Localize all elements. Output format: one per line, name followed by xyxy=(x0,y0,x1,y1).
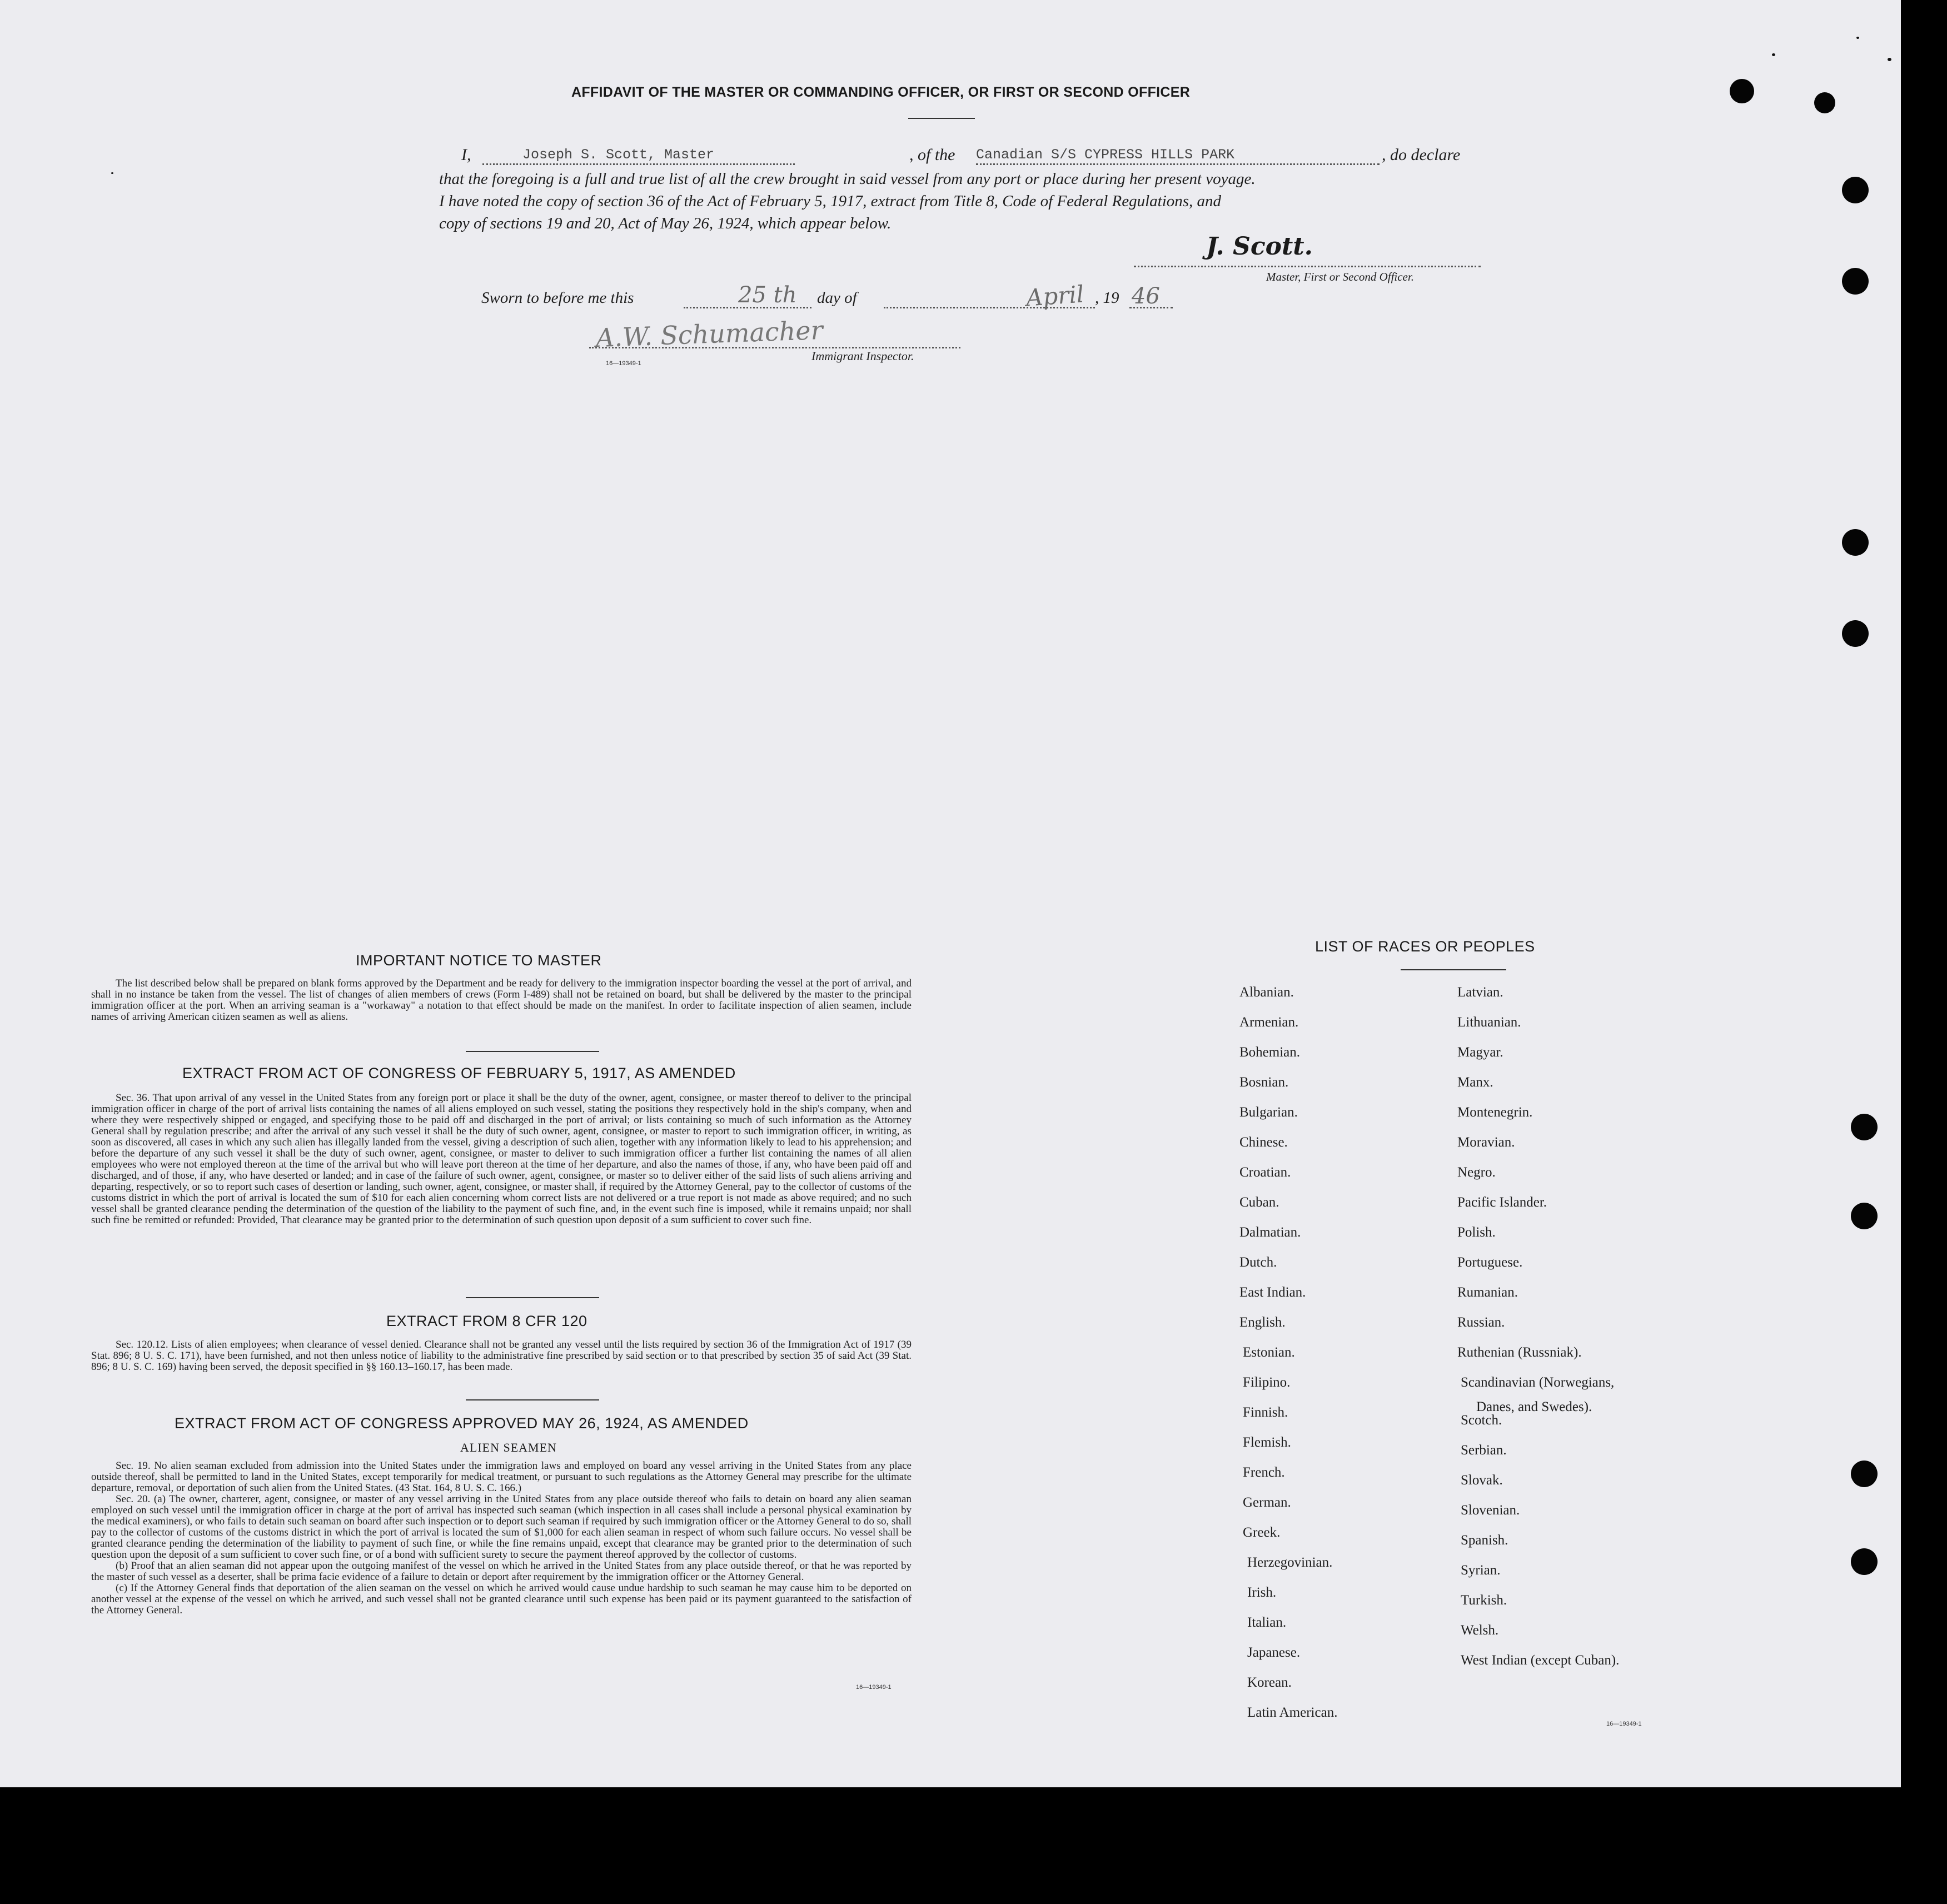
sec-36-paragraph: Sec. 36. That upon arrival of any vessel in the United States from any foreign port or place it shall be the duty of the owner, agent, consignee, or master thereof to deliver to the principal immigration officer in charge of the port of arrival lists containing the names of all aliens employed on such vessel, stating the positions they respectively hold in the ship's company, when and where they were respectively shipped or engaged, and specifying those to be paid off and discharged in the port of arrival; or lists containing so much of such information as the Attorney General shall by regulation prescribe; and after the arrival of any such vessel it shall be the duty of such owner, agent, consignee, or master to report to such immigration officer, in writing, as soon as discovered, all cases in which any such alien has illegally landed from the vessel, giving a description of such alien, together with any information likely to lead to his apprehension; and before the departure of any such vessel it shall be the duty of such owner, agent, consignee, or master to deliver to such immigration officer a further list containing the names of all alien employees who were not employed thereon at the time of the arrival but who will leave port thereon at the time of her departure, and also the names of those, if any, who have been paid off and discharged, and of those, if any, who have deserted or landed; and in case of the failure of such owner, agent, consignee, or master so to deliver either of the said lists of such aliens arriving and departing, respectively, or so to report such cases of desertion or landing, such owner, agent, consignee, or master shall, if required by the Attorney General, pay to the collector of customs of the customs district in which the port of arrival is located the sum of $10 for each alien concerning whom correct lists are not delivered or a true report is not made as above required; and no such vessel shall be granted clearance pending the determination of the question of the liability to the payment of such fine, and, in the event such fine is imposed, while it remains unpaid; nor shall such fine be remitted or refunded: Provided, That clearance may be granted prior to the determination of such question upon deposit of a sum sufficient to cover such fine. xyxy=(91,1092,912,1226)
race-item: Italian. xyxy=(1247,1615,1287,1630)
punch-hole xyxy=(1851,1461,1878,1487)
race-item: Slovak. xyxy=(1461,1473,1503,1488)
affidavit-body-line4: copy of sections 19 and 20, Act of May 26, 1924, which appear below. xyxy=(439,215,892,232)
race-item: Montenegrin. xyxy=(1457,1105,1533,1120)
extract-1917-text xyxy=(91,1093,912,1226)
year-prefix: , 19 xyxy=(1095,289,1119,307)
punch-hole xyxy=(1842,620,1869,647)
alien-seamen-subtitle: ALIEN SEAMEN xyxy=(460,1441,557,1454)
section-divider xyxy=(466,1399,599,1400)
races-form-code: 16—19349-1 xyxy=(1606,1721,1642,1727)
race-item: Estonian. xyxy=(1243,1345,1295,1360)
race-item: Rumanian. xyxy=(1457,1285,1518,1300)
race-item: Manx. xyxy=(1457,1075,1493,1090)
sworn-year-field: 46 xyxy=(1132,283,1160,309)
affidavit-form-code: 16—19349-1 xyxy=(606,360,641,367)
race-item: Japanese. xyxy=(1247,1645,1301,1660)
race-item: Scandinavian (Norwegians, xyxy=(1461,1375,1615,1390)
extract-cfr-text xyxy=(91,1339,912,1373)
punch-hole xyxy=(1730,79,1754,103)
race-item: Negro. xyxy=(1457,1165,1496,1180)
punch-hole xyxy=(1842,268,1869,295)
race-item: Polish. xyxy=(1457,1225,1496,1240)
sec-20a-paragraph: Sec. 20. (a) The owner, charterer, agent, consignee, or master of any vessel arriving in the United States from any place outside thereof who fails to detain on board any alien seaman employed on such vessel until the immigration officer in charge at the port of arrival has inspected such seaman (which inspection in all cases shall include a personal physical examination by the medical examiners), or who fails to detain such seaman on board after such inspection or to deport such seaman if required by such immigration officer or the Attorney General to do so, shall pay to the collector of customs of the customs district in which the port of arrival is located the sum of $1,000 for each alien seaman in respect of whom such failure occurs. No vessel shall be granted clearance pending the determination of the liability to payment of such fine, or while the fine remains unpaid, except that clearance may be granted prior to the determination of such question upon the deposit of a sum sufficient to cover such fine, or of a bond with sufficient surety to secure the payment thereof approved by the collector of customs. xyxy=(91,1493,912,1561)
section-divider xyxy=(466,1297,599,1298)
race-item: Latin American. xyxy=(1247,1705,1338,1720)
i-prefix: I, xyxy=(461,146,471,164)
races-left-column xyxy=(1239,985,1440,1735)
extract-form-code: 16—19349-1 xyxy=(856,1684,892,1691)
punch-hole xyxy=(1851,1114,1878,1140)
inspector-signature-line xyxy=(589,347,960,348)
ink-speck xyxy=(111,172,113,174)
race-item: Lithuanian. xyxy=(1457,1015,1521,1030)
affidavit-title: AFFIDAVIT OF THE MASTER OR COMMANDING OFFICER, OR FIRST OR SECOND OFFICER xyxy=(571,84,1191,100)
extract-1917-title: EXTRACT FROM ACT OF CONGRESS OF FEBRUARY 5, 1917, AS AMENDED xyxy=(182,1065,736,1081)
race-item: Cuban. xyxy=(1239,1195,1279,1210)
race-item: Ruthenian (Russniak). xyxy=(1457,1345,1582,1360)
vessel-field: Canadian S/S CYPRESS HILLS PARK xyxy=(976,147,1235,163)
punch-hole xyxy=(1842,177,1869,203)
race-item: Dalmatian. xyxy=(1239,1225,1301,1240)
race-item: Finnish. xyxy=(1243,1405,1288,1420)
sworn-month-line xyxy=(884,307,1095,308)
race-item: East Indian. xyxy=(1239,1285,1306,1300)
sworn-year-line xyxy=(1129,307,1173,308)
race-item: Bosnian. xyxy=(1239,1075,1289,1090)
race-item: Bohemian. xyxy=(1239,1045,1301,1060)
race-item: Moravian. xyxy=(1457,1135,1515,1150)
race-item: Slovenian. xyxy=(1461,1503,1520,1518)
race-item: Greek. xyxy=(1243,1525,1281,1540)
officer-name-field: Joseph S. Scott, Master xyxy=(522,147,715,163)
scandinavian-continuation: Danes, and Swedes). xyxy=(1476,1399,1592,1414)
vessel-line xyxy=(976,163,1380,165)
sec-20b-paragraph: (b) Proof that an alien seaman did not appear upon the outgoing manifest of the vessel on which he arrived in the United States from any place outside thereof, or that he was reported by the master of such vessel as a deserter, shall be prima facie evidence of a failure to detain or deport after requirement by the immigration officer or the Attorney General. xyxy=(91,1560,912,1583)
notice-paragraph: The list described below shall be prepared on blank forms approved by the Department and be ready for delivery to the immigration inspector boarding the vessel at the port of arrival, and shall in no instance be taken from the vessel. The list of changes of alien members of crews (Form I-489) shall not be retained on board, but shall be delivered by the master to the principal immigration officer at the port. When an arriving seaman is a "workaway" a notation to that effect should be made on the manifest. In order to facilitate inspection of alien seamen, include names of arriving American citizen seamen as well as aliens. xyxy=(91,978,912,1023)
extract-1924-text xyxy=(91,1461,912,1616)
race-item: Syrian. xyxy=(1461,1563,1501,1578)
ink-speck xyxy=(1772,53,1775,56)
affidavit-line1 xyxy=(439,146,1484,166)
race-item: Filipino. xyxy=(1243,1375,1291,1390)
punch-hole xyxy=(1851,1548,1878,1575)
race-item: Turkish. xyxy=(1461,1593,1507,1608)
races-right-column xyxy=(1457,985,1691,1735)
extract-cfr-title: EXTRACT FROM 8 CFR 120 xyxy=(386,1313,587,1329)
races-title-underline xyxy=(1401,969,1506,970)
race-item: Bulgarian. xyxy=(1239,1105,1298,1120)
races-title: LIST OF RACES OR PEOPLES xyxy=(1315,938,1535,955)
notice-title: IMPORTANT NOTICE TO MASTER xyxy=(356,952,602,969)
master-signature-caption: Master, First or Second Officer. xyxy=(1266,270,1414,283)
extract-1924-title: EXTRACT FROM ACT OF CONGRESS APPROVED MAY 26, 1924, AS AMENDED xyxy=(175,1415,749,1432)
race-item: Herzegovinian. xyxy=(1247,1555,1333,1570)
sworn-day-line xyxy=(684,307,811,308)
race-item: Welsh. xyxy=(1461,1623,1499,1638)
sworn-prefix: Sworn to before me this xyxy=(481,289,634,307)
race-item: Portuguese. xyxy=(1457,1255,1523,1270)
ink-speck xyxy=(1856,37,1859,39)
race-item: Scotch. xyxy=(1461,1413,1502,1428)
race-item: Armenian. xyxy=(1239,1015,1299,1030)
officer-name-line xyxy=(482,163,795,165)
race-item: Korean. xyxy=(1247,1675,1292,1690)
master-signature-line xyxy=(1134,266,1481,267)
race-item: German. xyxy=(1243,1495,1291,1510)
race-item: Albanian. xyxy=(1239,985,1294,1000)
inspector-signature: A.W. Schumacher xyxy=(595,315,824,353)
race-item: Chinese. xyxy=(1239,1135,1288,1150)
sec-19-paragraph: Sec. 19. No alien seaman excluded from admission into the United States under the immigration laws and employed on board any vessel arriving in the United States from any place outside thereof, shall be permitted to land in the United States, except temporarily for medical treatment, or pursuant to such regulations as the Attorney General may prescribe for the ultimate departure, removal, or deportation of such alien from the United States. (43 Stat. 164, 8 U. S. C. 166.) xyxy=(91,1460,912,1494)
title-underline xyxy=(908,118,975,119)
sworn-line xyxy=(481,280,1259,322)
affidavit-body-line3: I have noted the copy of section 36 of the Act of February 5, 1917, extract from Title 8, Code of Federal Regulations, and xyxy=(439,192,1222,210)
sworn-month-field: April xyxy=(1025,280,1085,312)
race-item: Magyar. xyxy=(1457,1045,1503,1060)
race-item: Spanish. xyxy=(1461,1533,1508,1548)
punch-hole xyxy=(1851,1203,1878,1229)
sworn-day-field: 25 th xyxy=(738,282,797,308)
inspector-caption: Immigrant Inspector. xyxy=(811,349,914,363)
affidavit-body-line2: that the foregoing is a full and true list of all the crew brought in said vessel from any port or place during her present voyage. xyxy=(439,170,1256,188)
race-item: Flemish. xyxy=(1243,1435,1291,1450)
master-signature: J. Scott. xyxy=(1206,232,1313,261)
race-item: English. xyxy=(1239,1315,1286,1330)
race-item: Irish. xyxy=(1247,1585,1277,1600)
race-item: West Indian (except Cuban). xyxy=(1461,1653,1620,1668)
punch-hole xyxy=(1842,529,1869,556)
punch-hole xyxy=(1814,92,1835,113)
ink-speck xyxy=(1888,58,1891,61)
race-item: Pacific Islander. xyxy=(1457,1195,1547,1210)
race-item: Dutch. xyxy=(1239,1255,1277,1270)
notice-text xyxy=(91,978,912,1023)
of-the-label: , of the xyxy=(909,146,955,164)
sec-120-12-paragraph: Sec. 120.12. Lists of alien employees; when clearance of vessel denied. Clearance shall not be granted any vessel until the lists required by section 36 of the Immigration Act of 1917 (39 Stat. 896; 8 U. S. C. 171), have been furnished, and not then unless notice of liability to the administrative fine prescribed by said section or to that prescribed by section 35 of said Act (39 Stat. 896; 8 U. S. C. 169) having been served, the deposit specified in §§ 160.13–160.17, has been made. xyxy=(91,1339,912,1373)
day-of-label: day of xyxy=(817,289,857,307)
section-divider xyxy=(466,1051,599,1052)
race-item: French. xyxy=(1243,1465,1285,1480)
do-declare-label: , do declare xyxy=(1382,146,1461,164)
sec-20c-paragraph: (c) If the Attorney General finds that deportation of the alien seaman on the vessel on which he arrived would cause undue hardship to such seaman he may cause him to be deported on another vessel at the expense of the vessel on which he arrived, and such vessel shall not be granted clearance until such expense has been paid or its payment guaranteed to the satisfaction of the Attorney General. xyxy=(91,1582,912,1616)
race-item: Latvian. xyxy=(1457,985,1503,1000)
race-item: Croatian. xyxy=(1239,1165,1291,1180)
race-item: Serbian. xyxy=(1461,1443,1507,1458)
race-item: Russian. xyxy=(1457,1315,1505,1330)
